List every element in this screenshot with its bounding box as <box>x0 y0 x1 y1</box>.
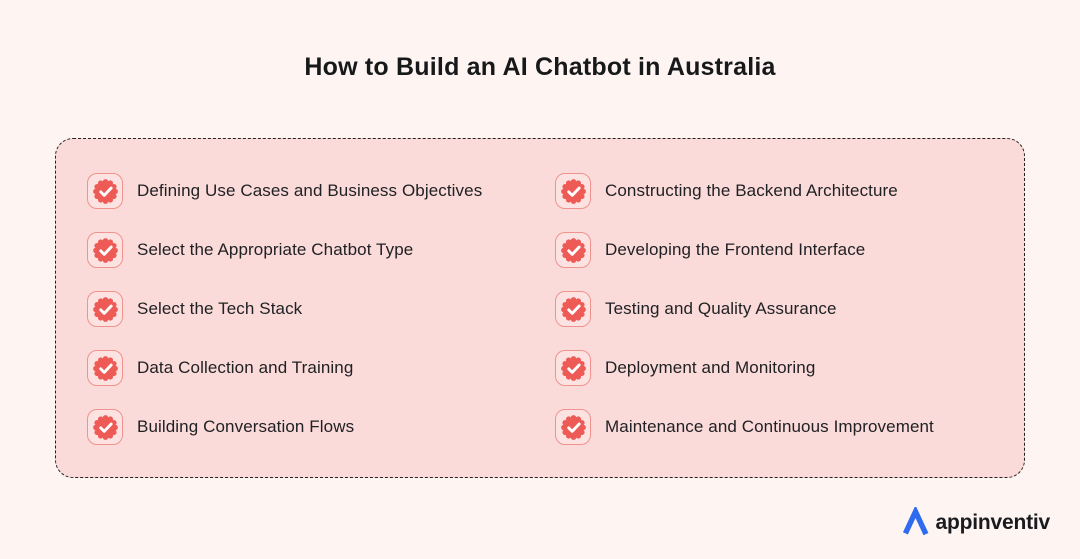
verified-check-badge-icon <box>87 350 123 386</box>
step-item <box>555 291 1000 327</box>
step-label: Defining Use Cases and Business Objectives <box>137 181 483 200</box>
step-label: Maintenance and Continuous Improvement <box>605 417 934 436</box>
step-item <box>555 409 1000 445</box>
step-item <box>87 291 555 327</box>
verified-check-badge-icon <box>555 350 591 386</box>
appinventiv-a-icon <box>900 507 931 538</box>
page-title: How to Build an AI Chatbot in Australia <box>304 53 776 81</box>
steps-column-left <box>87 173 555 447</box>
verified-check-badge-icon <box>555 232 591 268</box>
verified-check-badge-icon <box>87 173 123 209</box>
step-label: Building Conversation Flows <box>137 417 355 436</box>
verified-check-badge-icon <box>87 291 123 327</box>
verified-check-badge-icon <box>87 232 123 268</box>
step-item <box>555 173 1000 209</box>
verified-check-badge-icon <box>555 173 591 209</box>
step-label: Deployment and Monitoring <box>605 358 816 377</box>
step-item <box>87 350 555 386</box>
appinventiv-logo <box>900 507 1051 538</box>
steps-card <box>55 138 1025 478</box>
step-item <box>87 232 555 268</box>
logo-wordmark: appinventiv <box>935 510 1050 534</box>
steps-column-right <box>555 173 1000 447</box>
step-label: Data Collection and Training <box>137 358 354 377</box>
step-item <box>555 350 1000 386</box>
step-label: Select the Appropriate Chatbot Type <box>137 240 414 259</box>
step-label: Developing the Frontend Interface <box>605 240 866 259</box>
step-label: Select the Tech Stack <box>137 299 303 318</box>
step-item <box>87 409 555 445</box>
verified-check-badge-icon <box>87 409 123 445</box>
step-item <box>555 232 1000 268</box>
step-label: Constructing the Backend Architecture <box>605 181 898 200</box>
verified-check-badge-icon <box>555 291 591 327</box>
verified-check-badge-icon <box>555 409 591 445</box>
step-label: Testing and Quality Assurance <box>605 299 837 318</box>
step-item <box>87 173 555 209</box>
